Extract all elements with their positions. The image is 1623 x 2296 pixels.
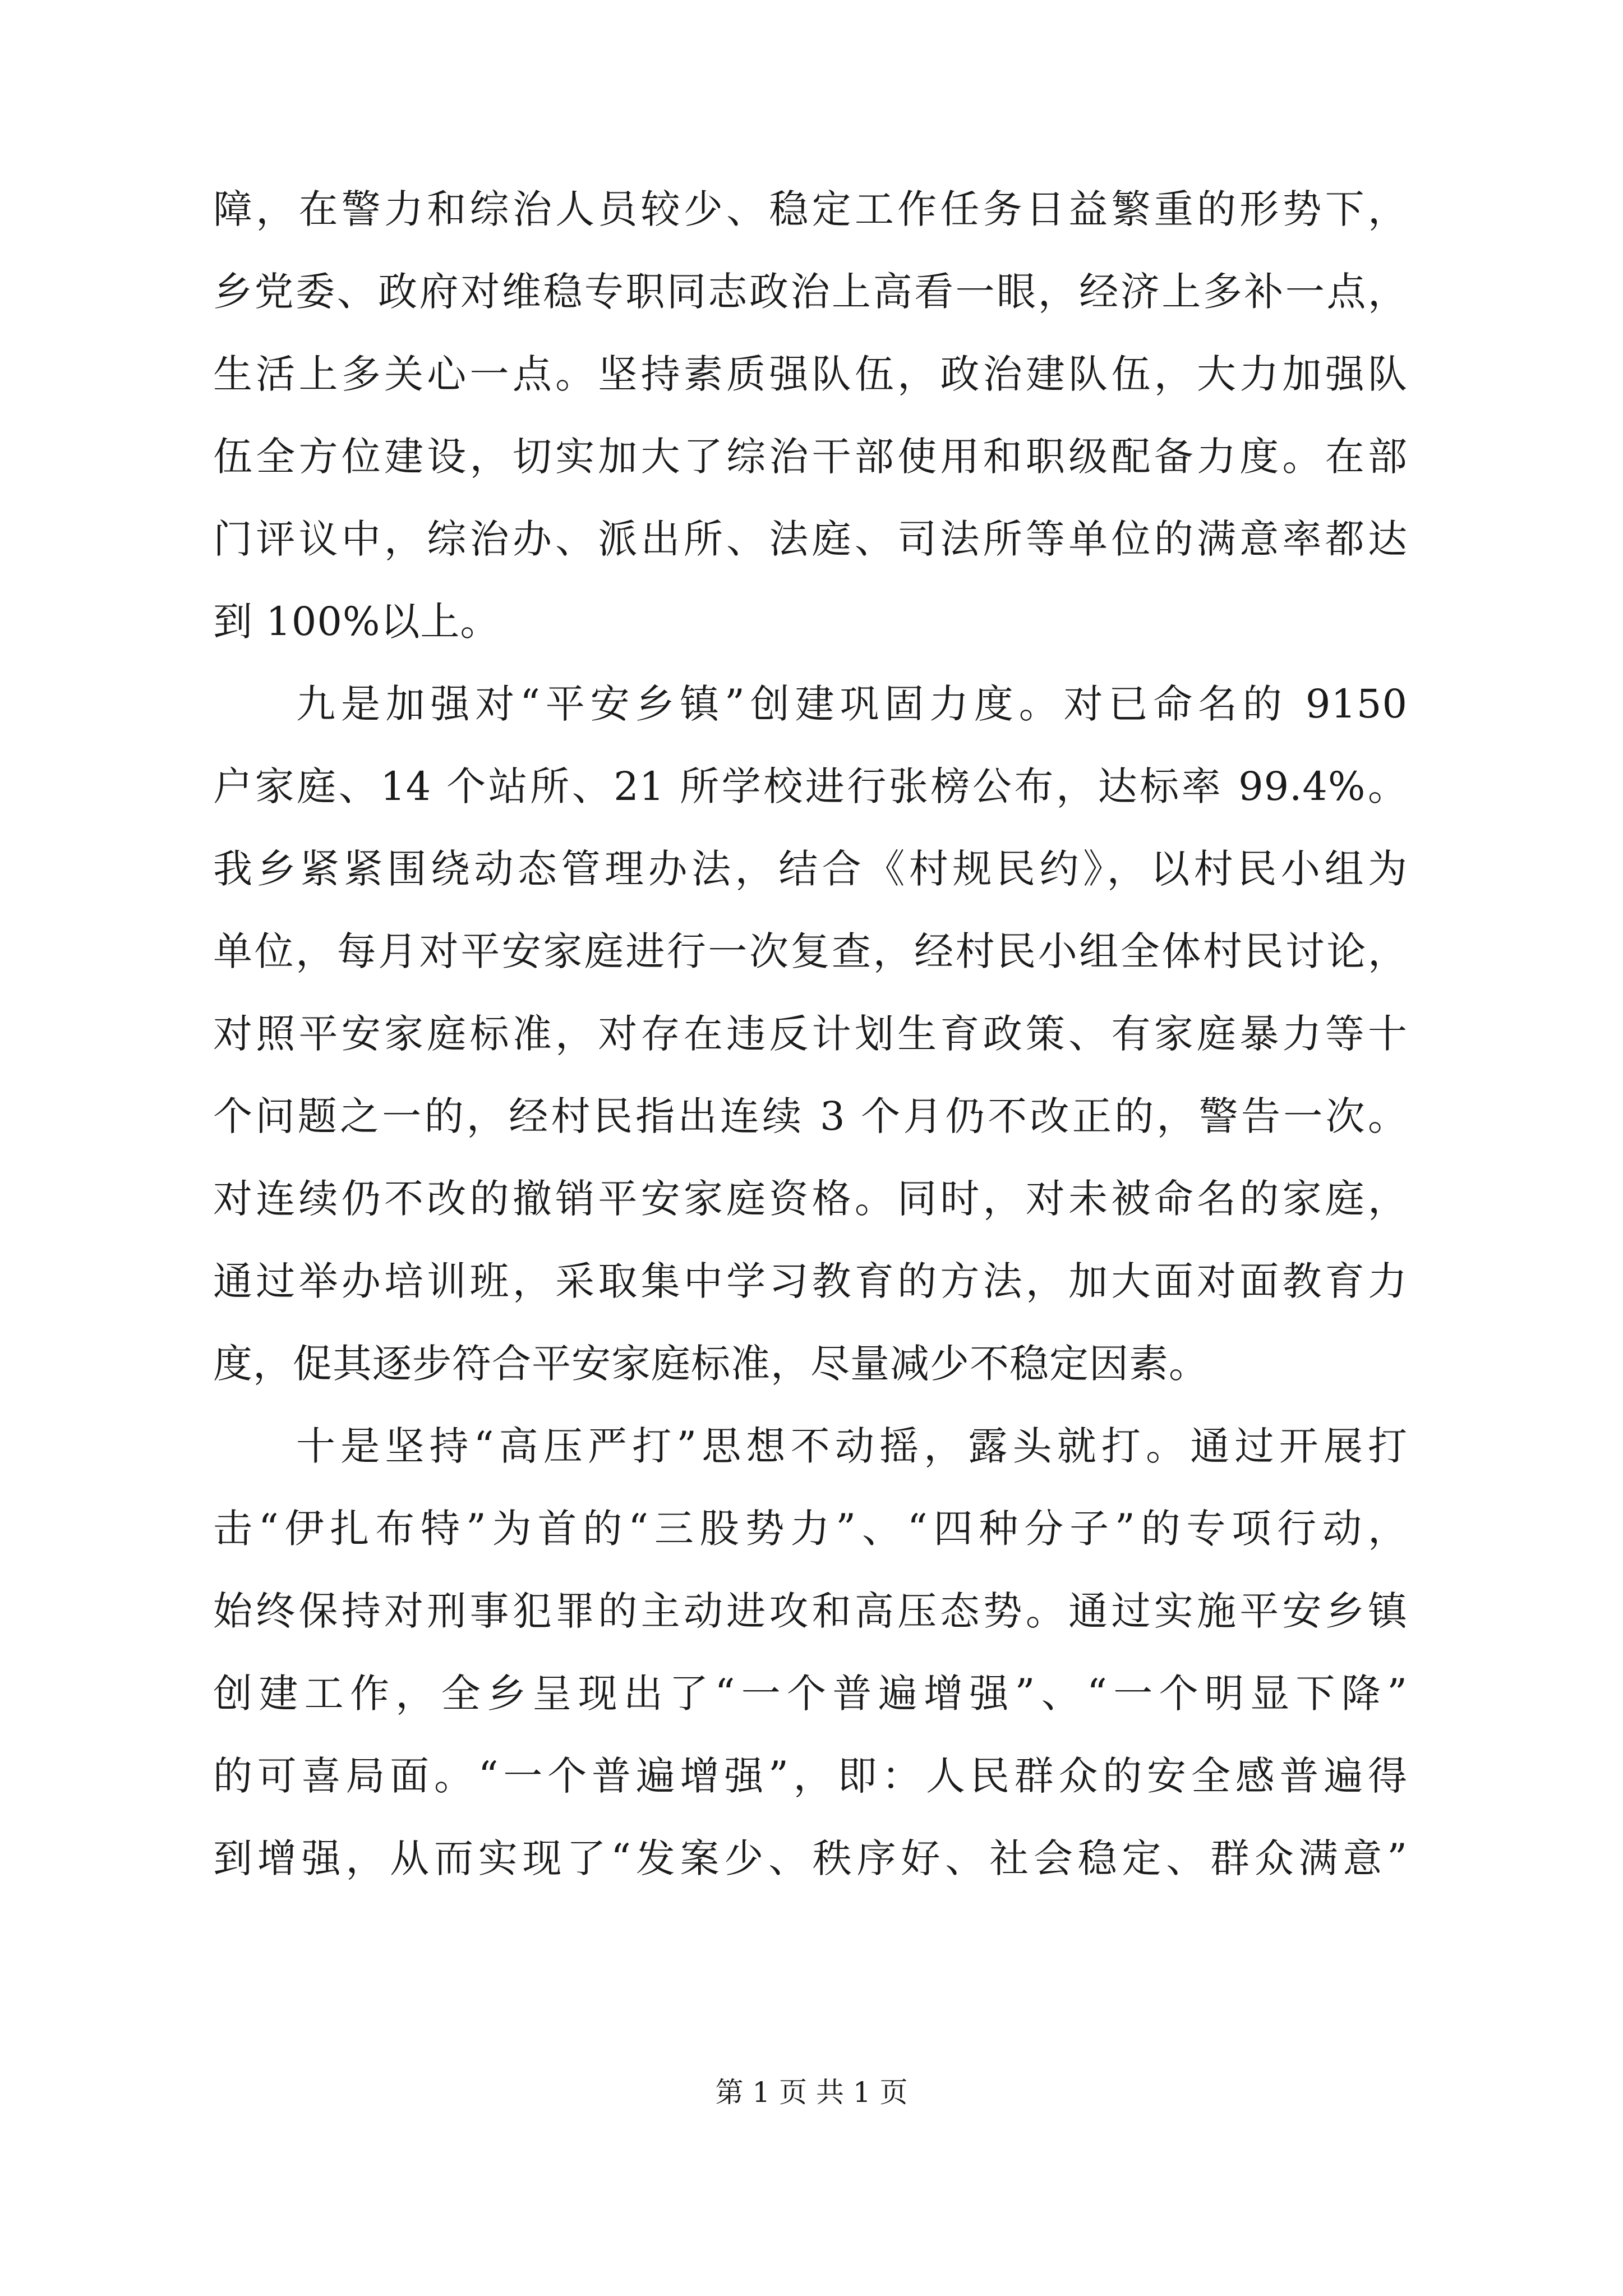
text-line: 我乡紧紧围绕动态管理办法，结合《村规民约》，以村民小组为 <box>213 846 1408 892</box>
text-line: 创建工作，全乡呈现出了“一个普遍增强”、“一个明显下降” <box>213 1671 1408 1717</box>
text-line: 户家庭、14 个站所、21 所学校进行张榜公布，达标率 99.4%。 <box>213 763 1408 809</box>
text-line: 度，促其逐步符合平安家庭标准，尽量减少不稳定因素。 <box>213 1341 1209 1387</box>
text-line: 始终保持对刑事犯罪的主动进攻和高压态势。通过实施平安乡镇 <box>213 1588 1408 1634</box>
text-line: 的可喜局面。“一个普遍增强”，即：人民群众的安全感普遍得 <box>213 1753 1408 1799</box>
text-line: 击“伊扎布特”为首的“三股势力”、“四种分子”的专项行动， <box>213 1506 1408 1552</box>
text-line: 对照平安家庭标准，对存在违反计划生育政策、有家庭暴力等十 <box>213 1011 1408 1057</box>
text-line: 对连续仍不改的撤销平安家庭资格。同时，对未被命名的家庭， <box>213 1176 1408 1222</box>
text-line: 到 100%以上。 <box>213 599 500 645</box>
text-line: 单位，每月对平安家庭进行一次复查，经村民小组全体村民讨论， <box>213 928 1408 974</box>
text-line: 门评议中，综治办、派出所、法庭、司法所等单位的满意率都达 <box>213 516 1408 562</box>
text-line: 生活上多关心一点。坚持素质强队伍，政治建队伍，大力加强队 <box>213 351 1408 397</box>
paragraph-start-line: 九是加强对“平安乡镇”创建巩固力度。对已命名的 9150 <box>296 681 1408 727</box>
paragraph-start-line: 十是坚持“高压严打”思想不动摇，露头就打。通过开展打 <box>296 1423 1408 1469</box>
text-line: 到增强，从而实现了“发案少、秩序好、社会稳定、群众满意” <box>213 1835 1408 1881</box>
text-line: 个问题之一的，经村民指出连续 3 个月仍不改正的，警告一次。 <box>213 1093 1408 1139</box>
text-line: 通过举办培训班，采取集中学习教育的方法，加大面对面教育力 <box>213 1258 1408 1304</box>
page-footer: 第 1 页 共 1 页 <box>715 2076 908 2109</box>
text-line: 伍全方位建设，切实加大了综治干部使用和职级配备力度。在部 <box>213 434 1408 480</box>
document-body <box>213 168 1408 1900</box>
text-line: 乡党委、政府对维稳专职同志政治上高看一眼，经济上多补一点， <box>213 269 1408 315</box>
text-line: 障，在警力和综治人员较少、稳定工作任务日益繁重的形势下， <box>213 186 1408 232</box>
